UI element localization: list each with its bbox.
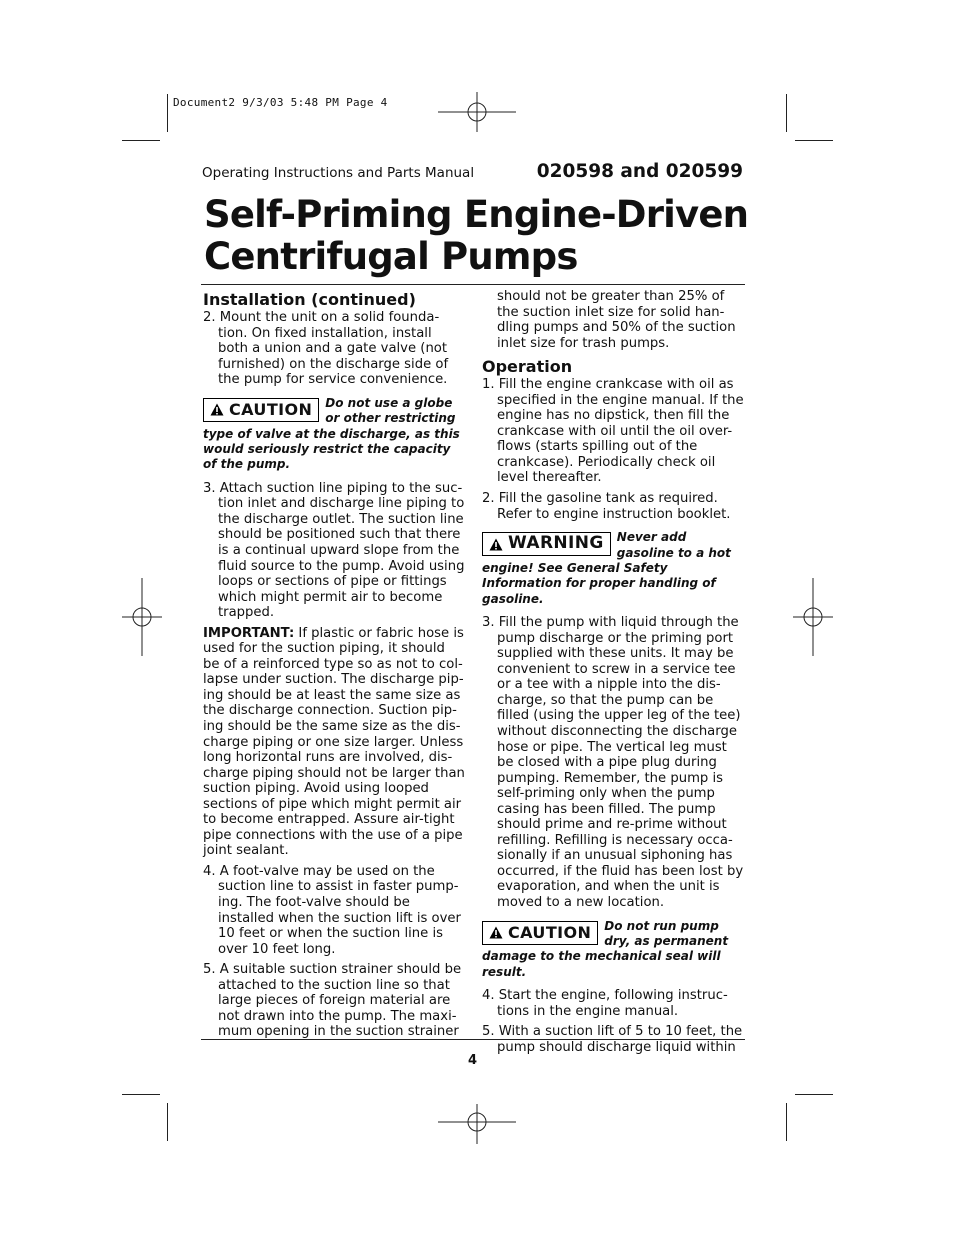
install-step-4: 4. A foot-valve may be used on the suction line to assist in faster pump-ing. The foot-valve should be installed when the suction lift is over 10 feet or when the suction line is over 10 feet long.	[203, 863, 461, 957]
caution-callout-dry-run	[482, 919, 744, 981]
running-header: Operating Instructions and Parts Manual	[202, 165, 475, 181]
installation-heading: Installation (continued)	[203, 290, 416, 309]
operation-step-4: 4. Start the engine, following instruc-tions in the engine manual.	[482, 988, 728, 1019]
important-text: If plastic or fabric hose is used for the suction piping, it should be of a reinforced type so as not to col-lapse under suction. The discharge pip-ing should be at least the same size as the discharge connection. Suction pip-ing should be the same size as the dis-charge piping or one size larger. Unless long horizontal runs are involved, dis-charge piping should not be larger than suction piping. Avoid using looped sections of pipe which might permit air to become entrapped. Assure air-tight pipe connections with the use of a pipe joint sealant.	[203, 625, 465, 859]
warning-triangle-icon	[489, 926, 503, 939]
left-column	[203, 290, 465, 1045]
title-line-1: Self-Priming Engine-Driven	[204, 193, 749, 236]
warning-badge	[482, 532, 611, 556]
model-numbers: 020598 and 020599	[536, 161, 743, 182]
install-step-3: 3. Attach suction line piping to the suc-tion inlet and discharge line piping to the discharge outlet. The suction line should be positioned such that there is a continual upward slope from the fluid source to the pump. Avoid using loops or sections of pipe or fittings which might permit air to become trapped.	[203, 480, 465, 621]
caution-badge	[203, 398, 319, 422]
install-step-5: 5. A suitable suction strainer should be attached to the suction line so that large pieces of foreign material are not drawn into the pump. The maxi-mum opening in the suction strainer	[203, 962, 462, 1040]
operation-step-5: 5. With a suction lift of 5 to 10 feet, the pump should discharge liquid within	[482, 1024, 743, 1055]
page-number: 4	[468, 1053, 478, 1068]
strainer-continued: should not be greater than 25% of the suction inlet size for solid han-dling pumps and 50% of the suction inlet size for trash pumps.	[497, 289, 736, 351]
warning-label: WARNING	[508, 533, 604, 554]
install-step-2: 2. Mount the unit on a solid founda-tion. On fixed installation, install both a union and a gate valve (not furnished) on the discharge side of the pump for service convenience.	[203, 310, 449, 388]
important-label: IMPORTANT:	[203, 625, 295, 641]
warning-triangle-icon	[489, 538, 503, 551]
title-line-2: Centrifugal Pumps	[204, 235, 578, 278]
warning-text: Never add gasoline to a hot engine! See General Safety Information for proper handling of gasoline.	[482, 530, 731, 606]
caution-label: CAUTION	[508, 922, 592, 942]
page-title	[204, 194, 748, 278]
caution-callout-valve	[203, 396, 465, 473]
caution-text: Do not use a globe or other restricting type of valve at the discharge, as this would seriously restrict the capacity of the pump.	[203, 395, 460, 472]
operation-step-2: 2. Fill the gasoline tank as required. Refer to engine instruction booklet.	[482, 491, 731, 522]
registration-mark-bottom-icon	[438, 1104, 516, 1144]
operation-heading: Operation	[482, 357, 573, 377]
registration-mark-left-icon	[122, 578, 162, 656]
title-rule	[201, 284, 745, 285]
caution-label: CAUTION	[229, 400, 313, 420]
warning-triangle-icon	[210, 403, 224, 416]
registration-mark-top-icon	[438, 92, 516, 132]
registration-mark-right-icon	[793, 578, 833, 656]
warning-callout-gasoline	[482, 530, 744, 607]
operation-step-1: 1. Fill the engine crankcase with oil as specified in the engine manual. If the engine has no dipstick, then fill the crankcase with oil until the oil over-flows (starts spilling out of the crankcase). Periodically check oil level thereafter.	[482, 377, 744, 486]
important-note	[203, 626, 465, 859]
operation-step-3: 3. Fill the pump with liquid through the pump discharge or the priming port supplied with these units. It may be convenient to screw in a service tee or a tee with a nipple into the dis-charge, so that the pump can be filled (using the upper leg of the tee) without disconnecting the discharge hose or pipe. The vertical leg must be closed with a pipe plug during pumping. Remember, the pump is self-priming only when the pump casing has been filled. The pump should prime and re-prime without refilling. Refilling is necessary occa-sionally if an unusual siphoning has occurred, if the fluid has been lost by evaporation, and when the unit is moved to a new location.	[482, 615, 744, 910]
footer-rule	[201, 1039, 745, 1040]
caution-text: Do not run pump dry, as permanent damage to the mechanical seal will result.	[482, 918, 729, 979]
caution-badge	[482, 921, 598, 945]
printer-slug: Document2 9/3/03 5:48 PM Page 4	[173, 96, 388, 109]
right-column	[482, 289, 744, 1060]
